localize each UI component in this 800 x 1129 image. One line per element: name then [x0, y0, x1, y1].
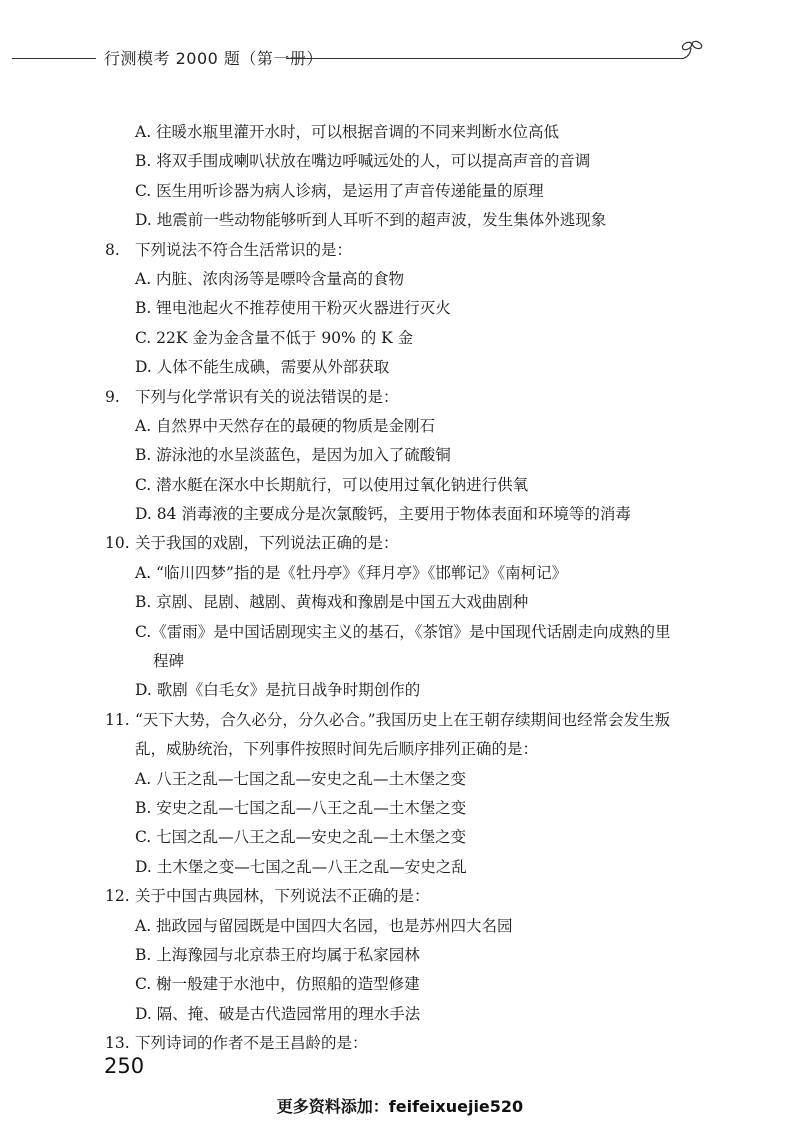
sprout-icon	[678, 34, 708, 64]
header-rule-left	[12, 58, 96, 59]
answer-option: D. 土木堡之变—七国之乱—八王之乱—安史之乱	[135, 857, 467, 876]
question-text: “天下大势，合久必分，分久必合。”我国历史上在王朝存续期间也经常会发生叛	[135, 710, 671, 729]
answer-option: B. 游泳池的水呈淡蓝色，是因为加入了硫酸铜	[135, 446, 451, 465]
running-header	[0, 44, 800, 72]
question-stem	[105, 882, 715, 911]
question-number: 8.	[105, 240, 120, 259]
header-rule-right	[286, 58, 684, 59]
answer-option: D. 84 消毒液的主要成分是次氯酸钙，主要用于物体表面和环境等的消毒	[135, 505, 631, 524]
question-list	[105, 118, 715, 1059]
question-stem	[105, 529, 715, 558]
answer-option: B. 安史之乱—七国之乱—八王之乱—土木堡之变	[135, 798, 467, 817]
answer-option: D. 地震前一些动物能够听到人耳听不到的超声波，发生集体外逃现象	[135, 211, 607, 230]
answer-option: C. 潜水艇在深水中长期航行，可以使用过氧化钠进行供氧	[135, 475, 529, 494]
answer-option: A. 拙政园与留园既是中国四大名园，也是苏州四大名园	[135, 916, 513, 935]
question-text: 下列与化学常识有关的说法错误的是：	[135, 387, 399, 406]
question-text: 下列说法不符合生活常识的是：	[135, 240, 353, 259]
question-text: 关于中国古典园林，下列说法不正确的是：	[135, 887, 430, 906]
question-text: 下列诗词的作者不是王昌龄的是：	[135, 1034, 368, 1053]
answer-option: C. 七国之乱—八王之乱—安史之乱—土木堡之变	[135, 828, 467, 847]
answer-option: C. 医生用听诊器为病人诊病，是运用了声音传递能量的原理	[135, 181, 544, 200]
question-number: 12.	[105, 887, 130, 906]
question-number: 10.	[105, 534, 130, 553]
answer-option: B. 京剧、昆剧、越剧、黄梅戏和豫剧是中国五大戏曲剧种	[135, 593, 529, 612]
answer-option: D. 人体不能生成碘，需要从外部获取	[135, 358, 390, 377]
answer-option: 乱，威胁统治，下列事件按照时间先后顺序排列正确的是：	[135, 740, 539, 759]
answer-option: B. 锂电池起火不推荐使用干粉灭火器进行灭火	[135, 299, 451, 318]
answer-option: A. 自然界中天然存在的最硬的物质是金刚石	[135, 416, 436, 435]
footer-note: 更多资料添加：feifeixuejie520	[276, 1097, 524, 1116]
answer-option: A. “临川四梦”指的是《牡丹亭》《拜月亭》《邯郸记》《南柯记》	[135, 563, 568, 582]
answer-option: A. 往暖水瓶里灌开水时，可以根据音调的不同来判断水位高低	[135, 123, 560, 141]
question-stem	[105, 706, 715, 735]
answer-option: A. 内脏、浓肉汤等是嘌呤含量高的食物	[135, 269, 405, 288]
answer-option: B. 将双手围成喇叭状放在嘴边呼喊远处的人，可以提高声音的音调	[135, 152, 591, 171]
answer-option: B. 上海豫园与北京恭王府均属于私家园林	[135, 945, 420, 964]
question-stem	[105, 236, 715, 265]
answer-option: D. 隔、掩、破是古代造园常用的理水手法	[135, 1004, 421, 1023]
answer-option: C.《雷雨》是中国话剧现实主义的基石，《茶馆》是中国现代话剧走向成熟的里	[135, 622, 671, 641]
option-continuation: 程碑	[153, 652, 185, 671]
page-number: 250	[104, 1054, 145, 1078]
question-number: 11.	[105, 710, 130, 729]
answer-option: C. 22K 金为金含量不低于 90% 的 K 金	[135, 328, 414, 347]
question-number: 13.	[105, 1034, 130, 1053]
answer-option: C. 榭一般建于水池中，仿照船的造型修建	[135, 975, 420, 994]
question-number: 9.	[105, 387, 120, 406]
answer-option: D. 歌剧《白毛女》是抗日战争时期创作的	[135, 681, 421, 700]
question-text: 关于我国的戏剧，下列说法正确的是：	[135, 534, 399, 553]
header-title: 行测模考 2000 题（第一册）	[104, 49, 323, 68]
answer-option: A. 八王之乱—七国之乱—安史之乱—土木堡之变	[135, 769, 467, 788]
question-stem	[105, 1029, 715, 1058]
question-stem	[105, 383, 715, 412]
